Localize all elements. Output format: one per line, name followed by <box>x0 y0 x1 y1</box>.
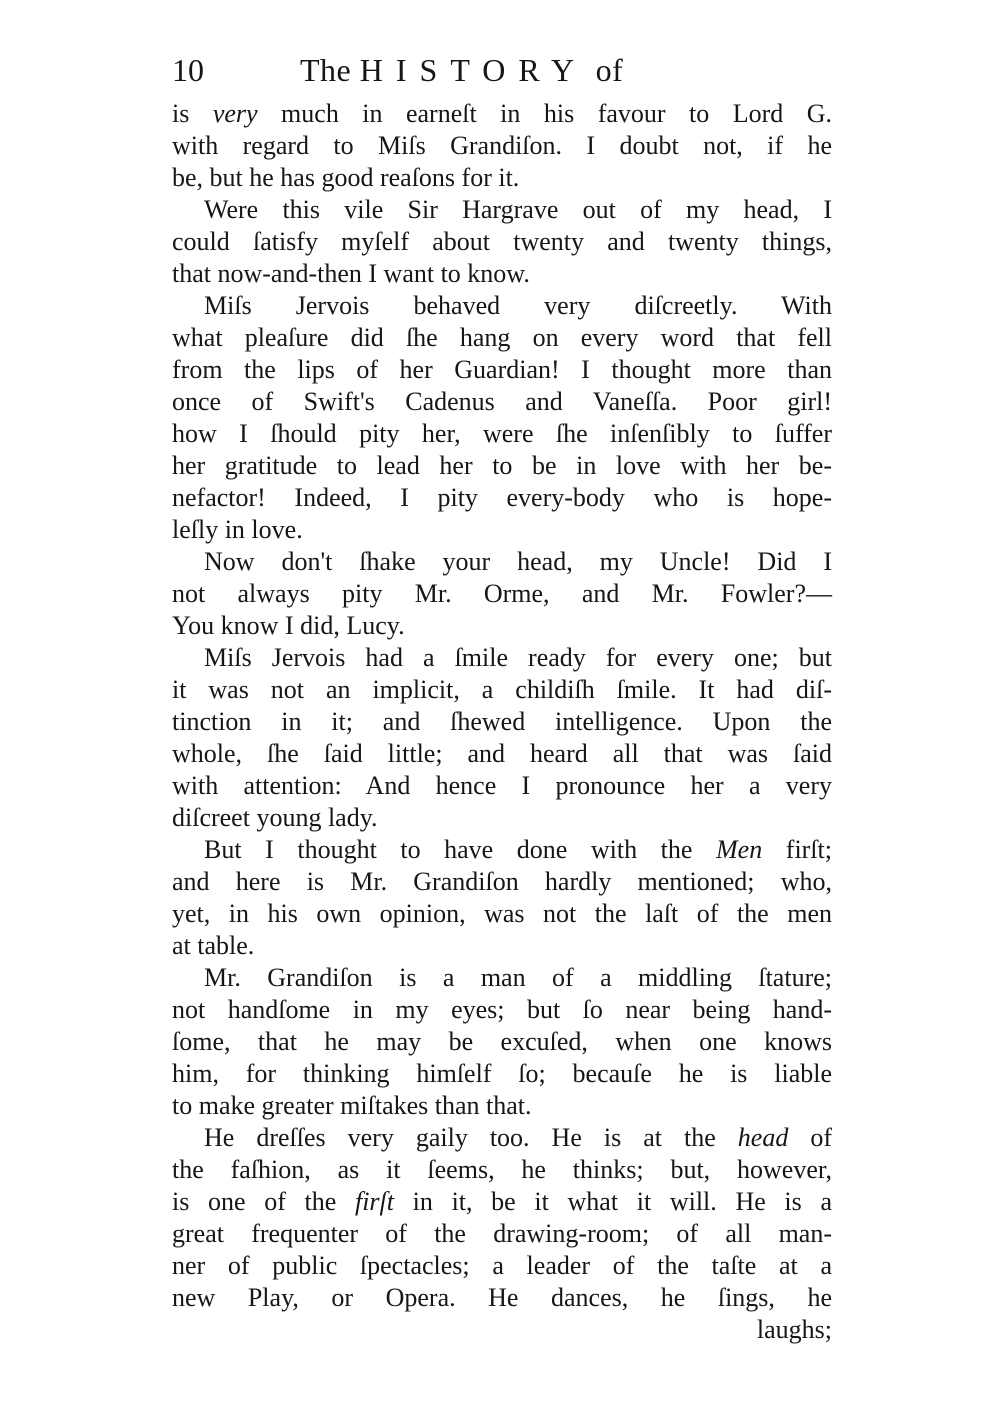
text-line: how I ſhould pity her, were ſhe inſenſibly to ſuffer <box>172 419 832 448</box>
page-number: 10 <box>172 52 204 88</box>
text-line: ner of public ſpectacles; a leader of the taſte at a <box>172 1251 832 1280</box>
text-line: tinction in it; and ſhewed intelligence. Upon the <box>172 707 832 736</box>
text-line: Were this vile Sir Hargrave out of my head, I <box>204 195 832 224</box>
text-line: not handſome in my eyes; but ſo near being hand- <box>172 995 832 1024</box>
text-line: great frequenter of the drawing-room; of all man- <box>172 1219 832 1248</box>
text-line: yet, in his own opinion, was not the laſt of the men <box>172 899 832 928</box>
text-line: Now don't ſhake your head, my Uncle! Did I <box>204 547 832 576</box>
text-line: once of Swift's Cadenus and Vaneſſa. Poor girl! <box>172 387 832 416</box>
text-line: leſly in love. <box>172 515 303 544</box>
text-line: He dreſſes very gaily too. He is at the head of <box>204 1123 832 1152</box>
text-line: with attention: And hence I pronounce her a very <box>172 771 832 800</box>
text-line: from the lips of her Guardian! I thought more than <box>172 355 832 384</box>
text-line: be, but he has good reaſons for it. <box>172 163 520 192</box>
text-line: ſome, that he may be excuſed, when one knows <box>172 1027 832 1056</box>
text-line: what pleaſure did ſhe hang on every word that fell <box>172 323 832 352</box>
text-line: Miſs Jervois had a ſmile ready for every one; but <box>204 643 832 672</box>
running-title-suffix: of <box>595 52 624 88</box>
text-line: and here is Mr. Grandiſon hardly mentioned; who, <box>172 867 832 896</box>
text-line: him, for thinking himſelf ſo; becauſe he is liable <box>172 1059 832 1088</box>
italic-word: firſt <box>354 1187 394 1216</box>
text-line: new Play, or Opera. He dances, he ſings, he <box>172 1283 832 1312</box>
body-text <box>172 98 832 1346</box>
catchword: laughs; <box>756 1315 832 1344</box>
text-line: the faſhion, as it ſeems, he thinks; but, however, <box>172 1155 832 1184</box>
text-line: Mr. Grandiſon is a man of a middling ſtature; <box>204 963 832 992</box>
text-line: to make greater miſtakes than that. <box>172 1091 532 1120</box>
text-line: whole, ſhe ſaid little; and heard all that was ſaid <box>172 739 832 768</box>
running-title <box>300 50 623 90</box>
text-line: that now-and-then I want to know. <box>172 259 530 288</box>
text-line: Miſs Jervois behaved very diſcreetly. With <box>204 291 832 320</box>
text-line: You know I did, Lucy. <box>172 611 405 640</box>
text-line: with regard to Miſs Grandiſon. I doubt not, if he <box>172 131 832 160</box>
italic-word: Men <box>716 835 763 864</box>
running-head <box>172 50 832 90</box>
text-line: diſcreet young lady. <box>172 803 378 832</box>
text-line: nefactor! Indeed, I pity every-body who is hope- <box>172 483 832 512</box>
italic-word: very <box>212 99 258 128</box>
text-line: it was not an implicit, a childiſh ſmile. It had diſ- <box>172 675 832 704</box>
text-line: But I thought to have done with the Men firſt; <box>204 835 832 864</box>
text-line: is one of the firſt in it, be it what it will. He is a <box>172 1187 832 1216</box>
text-line: her gratitude to lead her to be in love with her be- <box>172 451 832 480</box>
running-title-caps: HISTORY <box>359 52 588 88</box>
text-line: not always pity Mr. Orme, and Mr. Fowler?— <box>172 579 832 608</box>
text-line: is very much in earneſt in his favour to Lord G. <box>172 99 832 128</box>
text-line: could ſatisfy myſelf about twenty and twenty things, <box>172 227 832 256</box>
italic-word: head <box>737 1123 789 1152</box>
text-line: at table. <box>172 931 255 960</box>
running-title-prefix: The <box>300 52 352 88</box>
